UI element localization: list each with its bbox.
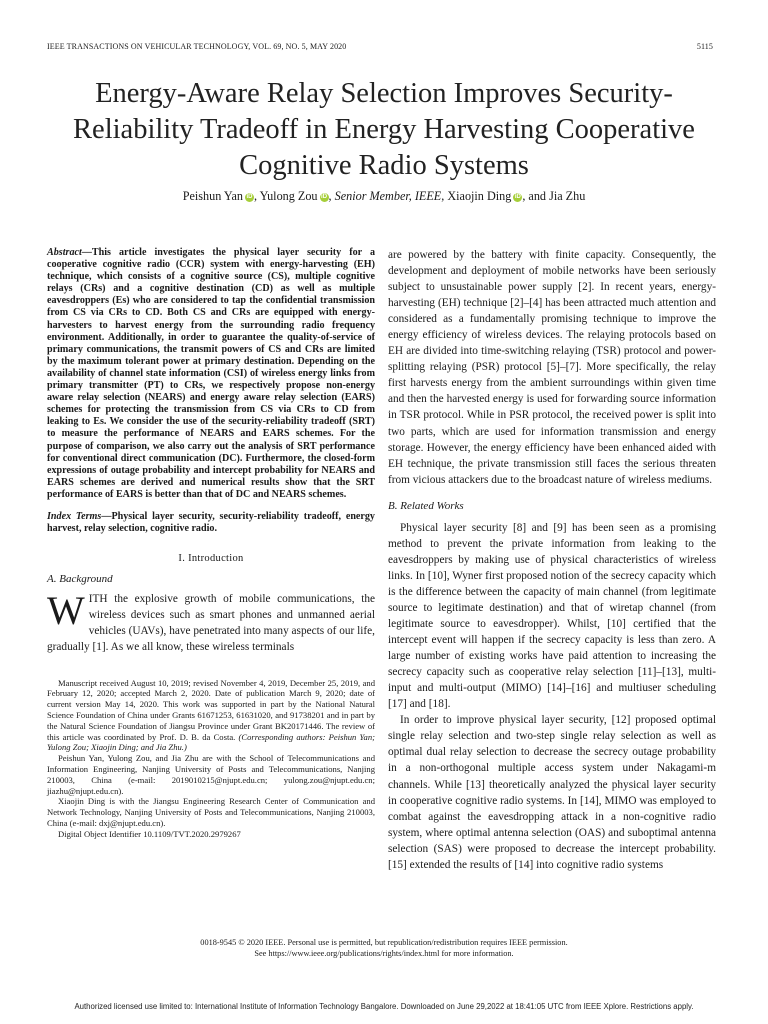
orcid-icon[interactable]: iD	[321, 194, 328, 200]
license-banner: Authorized licensed use limited to: International Institute of Information Technology Bangalore. Downloaded on June 29,2022 at 18:41:05 UTC from IEEE Xplore. Restrictions apply.	[74, 1002, 694, 1011]
footnote-affiliation: Xiaojin Ding is with the Jiangsu Engineering Research Center of Communication and Network Technology, Nanjing University of Posts and Telecommunications, Nanjing 210003, China (e-mail: dxj@njupt.edu.cn).	[47, 796, 375, 828]
subsection-heading: B. Related Works	[388, 499, 464, 512]
footnote-doi: Digital Object Identifier 10.1109/TVT.2020.2979267	[58, 828, 241, 839]
author-name: Jia Zhu	[549, 189, 586, 203]
left-column	[47, 247, 375, 839]
footnote-affiliation: Peishun Yan, Yulong Zou, and Jia Zhu are with the School of Telecommunications and Information Engineering, Nanjing University of Posts and Telecommunications, Nanjing 210003, China (e-mail: 2019010215@njupt.edu.cn; yulong.zou@njupt.edu.cn; jiazhu@njupt.edu.cn).	[47, 753, 375, 796]
author-name: Peishun Yan	[182, 189, 243, 203]
index-terms-text: —Physical layer security, security-reliability tradeoff, energy harvest, relay selection, cognitive radio.	[47, 510, 375, 535]
footnote-manuscript: Manuscript received August 10, 2019; revised November 4, 2019, December 25, 2019, and February 12, 2020; accepted March 2, 2020. Date of publication March 9, 2020; date of current version May 14, 2020. This work was supported in part by the National Natural Science Foundation of China under Grants 61671253, 61631020, and 91738201 and in part by the Natural Science Foundation of Jiangsu Province under Grant BK20171446. The review of this article was coordinated by Prof. D. B. da Costa. (Corresponding authors: Peishun Yan; Yulong Zou; Xiaojin Ding; and Jia Zhu.)	[47, 677, 376, 753]
copyright-notice	[40, 937, 728, 959]
section-heading: I. Introduction	[178, 553, 244, 565]
body-paragraph: In order to improve physical layer security, [12] proposed optimal single relay selection and two-step single relay selection as well as optimal dual relay selection to decrease the secrecy outage probability in a non-orthogonal multiple access system under Nakagami-m channels. While [13] theoretically analyzed the physical layer security in cooperative cognitive radio systems. In [14], MIMO was employed to combat against the eavesdropping attack in a non-cognitive radio system, where optimal antenna selection (OAS) and suboptimal antenna selection (SAS) were proposed to decrease the intercept probability. [15] extended the results of [14] into cognitive radio systems	[388, 714, 716, 871]
body-paragraph: are powered by the battery with finite capacity. Consequently, the development and deployment of mobile networks have been seriously subject to unsustainable power supply [2]. In recent years, energy-harvesting (EH) technique [2]–[4] has been attracted much attention and considered as a fundamentally promising technique to improve the energy efficiency of wireless devices. The relaying protocols based on EH are divided into time-switching relaying (TSR) protocol and power-splitting relaying (PSR) protocol [5]–[7]. More specifically, the relay first harvests energy from the ambient surroundings within given time and then the harvested energy is used for forwarding source information in TSR protocol. While in PSR protocol, the received power is split into two parts, which are used for information transmission and energy storage. However, the energy efficiency have been enhanced aided with EH technique, the private transmission still faces the serious threaten from vicious attackers due to the broadcast nature of wireless mediums.	[388, 249, 716, 486]
drop-cap: W	[47, 588, 85, 634]
right-column	[388, 247, 716, 873]
index-terms	[47, 511, 375, 535]
page-number: 5115	[696, 42, 713, 51]
author-name: Xiaojin Ding	[447, 189, 512, 203]
copyright-link[interactable]: See https://www.ieee.org/publications/rights/index.html for more information.	[254, 949, 514, 958]
running-header	[47, 42, 713, 51]
abstract-label: Abstract	[47, 247, 82, 258]
intro-paragraph: WITH the explosive growth of mobile communications, the wireless devices such as smart phones and unmanned aerial vehicles (UAVs), have penetrated into many aspects of our life, gradually [1]. As we all know, these wireless terminals	[47, 588, 375, 654]
orcid-icon[interactable]: iD	[246, 194, 253, 200]
subsection-heading: A. Background	[47, 573, 113, 586]
author-list: Peishun Yan iD , Yulong Zou iD , Senior Member, IEEE, Xiaojin Ding iD , and Jia Zhu	[182, 189, 586, 203]
copyright-line: 0018-9545 © 2020 IEEE. Personal use is permitted, but republication/redistribution requires IEEE permission.	[200, 938, 568, 947]
abstract-text: —This article investigates the physical layer security for a cooperative cognitive radio (CCR) system with energy-harvesting (EH) technique, which consists of a cognitive source (CS), multiple cognitive relays (CRs) and a cognitive destination (CD) as well as multiple eavesdroppers (Es) who are considered to tap the confidential transmission from CS via CRs to CD. Both CS and CRs are equipped with energy-harvesters to harvest energy from the surrounding radio frequency environment. Additionally, in order to guarantee the quality-of-service of primary communications, the transmit powers of CS and CRs are limited by the maximum tolerant power at primary destination. Depending on the availability of channel state information (CSI) of wireless energy links from primary transmitter (PT) to CRs, we respectively propose non-energy aware relay selection (NEARS) and energy aware relay selection (EARS) schemes for protecting the transmission from CS via CRs to CD from leaking to Es. We consider the use of the security-reliability tradeoff (SRT) to measure the performance of NEARS and EARS schemes. For the purpose of comparison, we also carry out the analysis of SRT performance for conventional direct communication (DC). Furthermore, the closed-form expressions of outage probability and intercept probability for NEARS and EARS schemes are derived and numerical results show that the SRT performance of EARS is better than that of DC and NEARS schemes.	[47, 247, 375, 500]
author-role: Senior Member, IEEE	[334, 189, 442, 203]
abstract	[47, 247, 375, 501]
footnotes	[47, 678, 375, 840]
index-terms-label: Index Terms	[47, 510, 102, 522]
paper-title: Energy-Aware Relay Selection Improves Security-Reliability Tradeoff in Energy Harvesting Cooperative Cognitive Radio Systems	[73, 78, 695, 181]
journal-name: IEEE TRANSACTIONS ON VEHICULAR TECHNOLOGY, VOL. 69, NO. 5, MAY 2020	[47, 42, 347, 51]
orcid-icon[interactable]: iD	[514, 194, 521, 200]
body-paragraph: Physical layer security [8] and [9] has been seen as a promising method to prevent the private information from leaking to the eavesdroppers by making use of physical characteristics of wireless links. In [10], Wyner first proposed notion of the secrecy capacity which is the difference between the capacity of main channel (from legitimate source to legitimate destination) and that of wiretap channel (from legitimate source to eavesdropper). Whilst, [10] certified that the intercept event will happen if the secrecy capacity is less than zero. A large number of existing works have paid attention to increasing the secrecy capacity such as cooperative relay selection [11]–[13], multi-input and multi-output (MIMO) [14]–[16] and multiuser scheduling [17] and [18].	[388, 521, 716, 711]
author-name: Yulong Zou	[259, 189, 318, 203]
